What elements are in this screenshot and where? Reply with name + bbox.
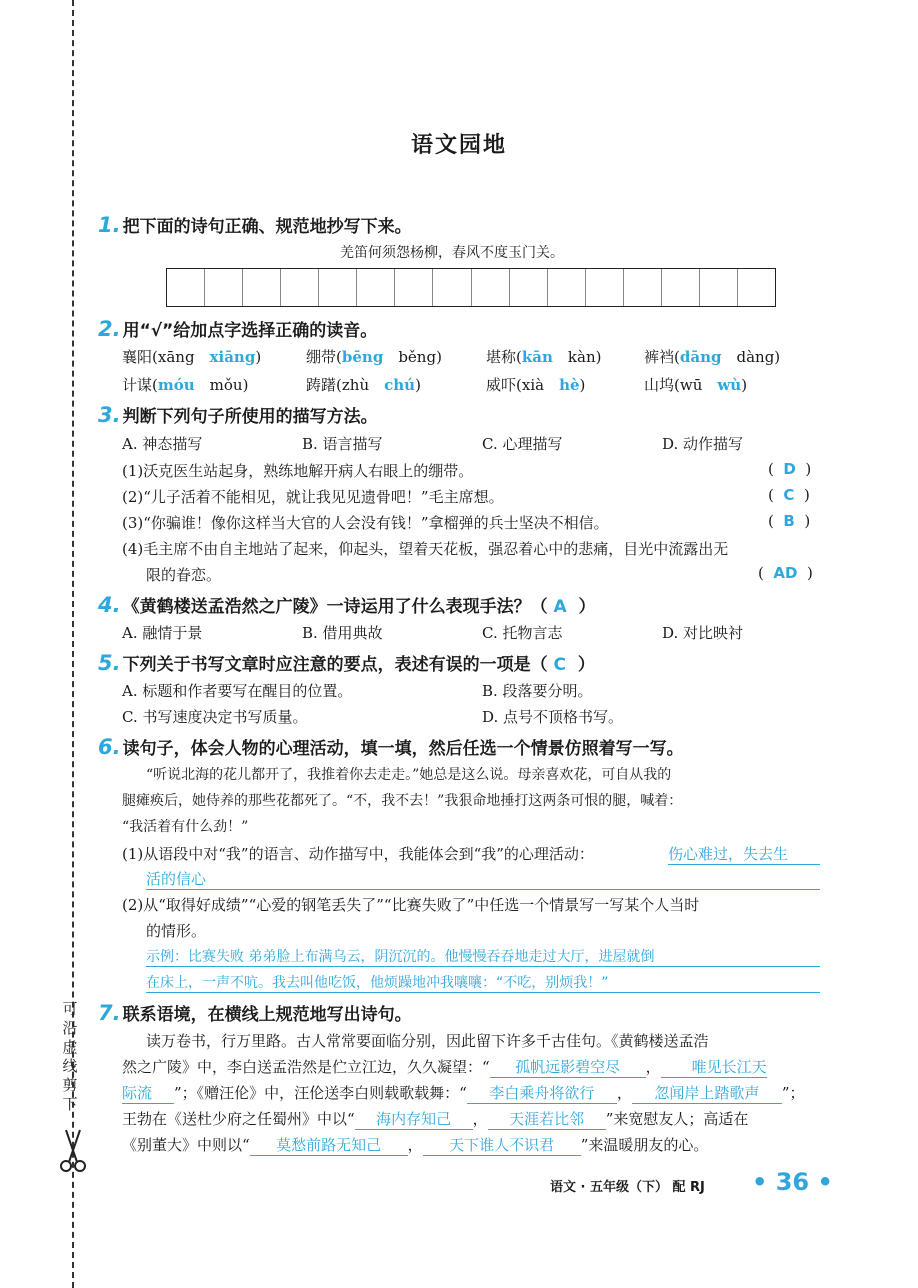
question-number: 4. [98,593,121,617]
pinyin-option-a[interactable]: dāng [679,348,722,366]
pinyin-option-b[interactable]: wù [717,376,742,394]
option-a: A. 神态描写 [122,435,203,453]
q3-item-4-line2: 限的眷恋。 [146,566,222,584]
q3-item-2: (2)“儿子活着不能相见，就让我见见遗骨吧！”毛主席想。 [122,488,504,506]
q7-answer: 海内存知己 [355,1108,473,1130]
pinyin-option-b[interactable]: hè [559,376,580,394]
pinyin-option-a[interactable]: zhù [341,376,370,394]
pinyin-word: 威吓 [486,376,517,394]
question-number: 5. [98,651,121,675]
answer-paren: ( C ) [768,486,810,504]
pinyin-option-b[interactable]: kàn [567,348,596,366]
pinyin-option-b[interactable]: běng [398,348,437,366]
question-2 [98,316,828,342]
question-5: 5. 下列关于书写文章时应注意的要点，表述有误的一项是（ C ） [98,651,595,675]
page-number: • 36 • [752,1168,833,1196]
option-a: A. 标题和作者要写在醒目的位置。 [122,682,353,700]
option-c: C. 书写速度决定书写质量。 [122,708,308,726]
question-number: 7. [98,1001,121,1025]
pinyin-word: 襄阳 [122,348,153,366]
question-4: 4. 《黄鹤楼送孟浩然之广陵》一诗运用了什么表现手法？（ A ） [98,593,596,617]
scissors-icon [58,1128,88,1174]
question-text: 判断下列句子所使用的描写方法。 [122,407,378,427]
answer-paren: ( AD ) [758,564,813,582]
question-text: 《黄鹤楼送孟浩然之广陵》一诗运用了什么表现手法？（ [122,597,548,617]
pinyin-option-a[interactable]: bēng [341,348,384,366]
pinyin-word: 绷带 [306,348,337,366]
pinyin-option-b[interactable]: mǒu [209,376,243,394]
q3-item-4-line1: (4)毛主席不由自主地站了起来，仰起头，望着天花板，强忍着心中的悲痛，目光中流露出无 [122,540,729,558]
option-c: C. 心理描写 [482,435,563,453]
q6-sub2-answer-2: 在床上，一声不吭。我去叫他吃饭，他烦躁地冲我嚷嚷：“不吃，别烦我！” [146,972,820,993]
pinyin-word: 踌躇 [306,376,337,394]
q7-line-2: 然之广陵》中，李白送孟浩然是伫立江边，久久凝望：“ 孤帆远影碧空尽 ， 唯见长江天 [122,1058,767,1076]
q7-answer: 忽闻岸上踏歌声 [632,1082,782,1104]
question-6 [98,734,828,760]
pinyin-option-a[interactable]: wū [679,376,703,394]
q7-answer: 李白乘舟将欲行 [467,1082,617,1104]
q7-line-1: 读万卷书，行万里路。古人常常要面临分别，因此留下许多千古佳句。《黄鹤楼送孟浩 [146,1032,709,1050]
option-c: C. 托物言志 [482,624,563,642]
pinyin-item: 襄阳(xāng xiāng) [122,348,262,366]
page-title: 语文园地 [410,133,507,158]
question-text: 用“√”给加点字选择正确的读音。 [122,321,378,341]
passage-line: 腿瘫痪后，她侍养的那些花都死了。“不，我不去！”我狠命地捶打这两条可恨的腿，喊着： [122,793,683,809]
footer-label: 语文 · 五年级（下） 配 RJ [550,1180,705,1195]
cut-label: 可沿虚线剪下 [62,1000,78,1113]
question-text: 读句子，体会人物的心理活动，填一填，然后任选一个情景仿照着写一写。 [122,739,684,759]
option-b: B. 借用典故 [302,624,383,642]
answer-paren: ( B ) [768,512,811,530]
pinyin-word: 堪称 [486,348,517,366]
q7-answer: 孤帆远影碧空尽 [490,1056,646,1078]
q7-line-5: 《别董大》中则以“ 莫愁前路无知己 ， 天下谁人不识君 ”来温暖朋友的心。 [122,1136,709,1154]
q3-item-3: (3)“你骗谁！像你这样当大官的人会没有钱！”拿榴弹的兵士坚决不相信。 [122,514,609,532]
pinyin-word: 裤裆 [644,348,675,366]
pinyin-item: 山坞(wū wù) [644,376,748,394]
question-1 [98,212,828,238]
option-b: B. 语言描写 [302,435,383,453]
pinyin-word: 计谋 [122,376,153,394]
pinyin-item: 威吓(xià hè) [486,376,586,394]
pinyin-option-b[interactable]: chú [384,376,416,394]
question-number: 1. [98,213,121,237]
q7-answer: 际流 [122,1082,174,1104]
pinyin-item: 堪称(kān kàn) [486,348,602,366]
pinyin-item: 裤裆(dāng dàng) [644,348,781,366]
q6-sub1: (1)从语段中对“我”的语言、动作描写中，我能体会到“我”的心理活动： [122,845,594,863]
pinyin-option-a[interactable]: xià [521,376,545,394]
answer-paren: ( D ) [768,460,812,478]
q3-item-1: (1)沃克医生站起身，熟练地解开病人右眼上的绷带。 [122,462,474,480]
pinyin-option-a[interactable]: móu [157,376,195,394]
pinyin-item: 踌躇(zhù chú) [306,376,421,394]
answer-q4: A [553,597,567,617]
option-b: B. 段落要分明。 [482,682,593,700]
q7-answer: 天下谁人不识君 [423,1134,581,1156]
option-a: A. 融情于景 [122,624,203,642]
answer-q5: C [553,655,566,675]
q6-sub2-cont: 的情形。 [146,922,207,940]
q6-sub2-answer-1: 示例：比赛失败 弟弟脸上布满乌云，阴沉沉的。他慢慢吞吞地走过大厅，进屋就倒 [146,946,820,967]
q6-sub1-answer-cont: 活的信心 [146,868,820,890]
q6-sub2: (2)从“取得好成绩”“心爱的钢笔丢失了”“比赛失败了”中任选一个情景写一写某个人当时 [122,896,700,914]
writing-grid[interactable] [166,268,776,307]
passage-line: “听说北海的花儿都开了，我推着你去走走。”她总是这么说。母亲喜欢花，可自从我的 [146,767,672,783]
pinyin-word: 山坞 [644,376,675,394]
question-3 [98,402,828,428]
q7-answer: 莫愁前路无知己 [250,1134,408,1156]
pinyin-option-a[interactable]: xāng [157,348,195,366]
answer-4: AD [773,564,798,582]
q7-answer: 唯见长江天 [661,1056,767,1078]
q7-line-4: 王勃在《送杜少府之任蜀州》中以“ 海内存知己 ， 天涯若比邻 ”来宽慰友人；高适在 [122,1110,749,1128]
q7-line-3: 际流 ”；《赠汪伦》中，汪伦送李白则载歌载舞：“ 李白乘舟将欲行 ， 忽闻岸上踏歌声 ”； [122,1084,805,1102]
question-number: 2. [98,317,121,341]
question-text: 联系语境，在横线上规范地写出诗句。 [122,1005,412,1025]
question-text: 把下面的诗句正确、规范地抄写下来。 [122,217,412,237]
pinyin-option-b[interactable]: xiāng [209,348,256,366]
question-number: 6. [98,735,121,759]
answer-1: D [783,460,796,478]
q6-sub1-answer: 伤心难过，失去生 [668,843,820,865]
option-d: D. 动作描写 [662,435,744,453]
option-d: D. 点号不顶格书写。 [482,708,624,726]
answer-3: B [783,512,795,530]
poem-line: 羌笛何须怨杨柳，春风不度玉门关。 [340,245,564,261]
passage-line: “我活着有什么劲！” [122,819,249,835]
pinyin-item: 绷带(bēng běng) [306,348,442,366]
pinyin-item: 计谋(móu mǒu) [122,376,249,394]
question-number: 3. [98,403,121,427]
pinyin-option-b[interactable]: dàng [736,348,775,366]
option-d: D. 对比映衬 [662,624,744,642]
q7-answer: 天涯若比邻 [488,1108,606,1130]
question-text: 下列关于书写文章时应注意的要点，表述有误的一项是（ [122,655,548,675]
question-7 [98,1000,828,1026]
pinyin-option-a[interactable]: kān [521,348,553,366]
answer-2: C [783,486,795,504]
